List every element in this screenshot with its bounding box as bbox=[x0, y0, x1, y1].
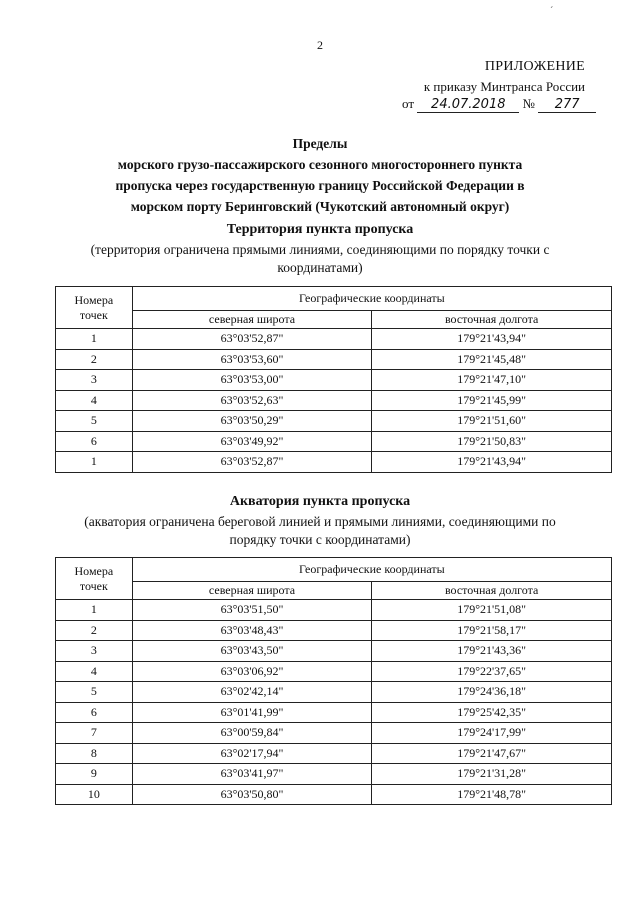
handwritten-number: 277 bbox=[538, 97, 596, 113]
aquatory-note bbox=[40, 513, 600, 549]
longitude-cell: 179°24'36,18" bbox=[372, 682, 612, 703]
appendix-date-line bbox=[402, 96, 602, 113]
number-prefix: № bbox=[522, 96, 535, 111]
longitude-cell: 179°21'43,36" bbox=[372, 641, 612, 662]
coords-header: Географические координаты bbox=[132, 558, 611, 582]
latitude-cell: 63°03'06,92" bbox=[132, 661, 372, 682]
point-number-cell: 4 bbox=[56, 661, 133, 682]
table-row bbox=[56, 661, 612, 682]
handwritten-date: 24.07.2018 bbox=[417, 97, 519, 113]
points-header-line1: Номера bbox=[74, 563, 114, 578]
table-row bbox=[56, 764, 612, 785]
latitude-cell: 63°01'41,99" bbox=[132, 702, 372, 723]
longitude-cell: 179°25'42,35" bbox=[372, 702, 612, 723]
point-number-cell: 5 bbox=[56, 682, 133, 703]
table-row bbox=[56, 411, 612, 432]
territory-note bbox=[40, 241, 600, 277]
point-number-cell: 1 bbox=[56, 452, 133, 473]
latitude-cell: 63°00'59,84" bbox=[132, 723, 372, 744]
latitude-cell: 63°03'52,87" bbox=[132, 452, 372, 473]
points-header bbox=[56, 287, 133, 329]
table-row bbox=[56, 390, 612, 411]
longitude-cell: 179°22'37,65" bbox=[372, 661, 612, 682]
aquatory-title: Акватория пункта пропуска bbox=[229, 494, 411, 509]
point-number-cell: 9 bbox=[56, 764, 133, 785]
appendix-title: ПРИЛОЖЕНИЕ bbox=[484, 59, 585, 74]
latitude-cell: 63°03'53,00" bbox=[132, 370, 372, 391]
point-number-cell: 5 bbox=[56, 411, 133, 432]
page-number: 2 bbox=[317, 38, 323, 52]
lon-header: восточная долгота bbox=[372, 582, 612, 600]
longitude-cell: 179°24'17,99" bbox=[372, 723, 612, 744]
longitude-cell: 179°21'47,67" bbox=[372, 743, 612, 764]
table-row bbox=[56, 723, 612, 744]
table-row bbox=[56, 620, 612, 641]
table-row bbox=[56, 682, 612, 703]
point-number-cell: 7 bbox=[56, 723, 133, 744]
date-prefix: от bbox=[402, 96, 415, 111]
longitude-cell: 179°21'45,48" bbox=[372, 349, 612, 370]
points-header bbox=[56, 558, 133, 600]
corner-mark: ´ bbox=[550, 6, 554, 17]
point-number-cell: 3 bbox=[56, 370, 133, 391]
point-number-cell: 1 bbox=[56, 329, 133, 350]
title-heading: Пределы bbox=[292, 136, 348, 151]
latitude-cell: 63°03'53,60" bbox=[132, 349, 372, 370]
latitude-cell: 63°03'52,63" bbox=[132, 390, 372, 411]
latitude-cell: 63°03'48,43" bbox=[132, 620, 372, 641]
table-row bbox=[56, 743, 612, 764]
longitude-cell: 179°21'45,99" bbox=[372, 390, 612, 411]
longitude-cell: 179°21'51,60" bbox=[372, 411, 612, 432]
aquatory-table bbox=[55, 557, 612, 805]
latitude-cell: 63°03'50,80" bbox=[132, 784, 372, 805]
table-row bbox=[56, 349, 612, 370]
longitude-cell: 179°21'48,78" bbox=[372, 784, 612, 805]
territory-table bbox=[55, 286, 612, 473]
point-number-cell: 2 bbox=[56, 620, 133, 641]
points-header-line1: Номера bbox=[74, 292, 114, 307]
longitude-cell: 179°21'58,17" bbox=[372, 620, 612, 641]
latitude-cell: 63°03'51,50" bbox=[132, 600, 372, 621]
table-row bbox=[56, 370, 612, 391]
longitude-cell: 179°21'51,08" bbox=[372, 600, 612, 621]
latitude-cell: 63°02'17,94" bbox=[132, 743, 372, 764]
lon-header: восточная долгота bbox=[372, 311, 612, 329]
latitude-cell: 63°02'42,14" bbox=[132, 682, 372, 703]
longitude-cell: 179°21'43,94" bbox=[372, 452, 612, 473]
point-number-cell: 8 bbox=[56, 743, 133, 764]
longitude-cell: 179°21'43,94" bbox=[372, 329, 612, 350]
longitude-cell: 179°21'47,10" bbox=[372, 370, 612, 391]
latitude-cell: 63°03'43,50" bbox=[132, 641, 372, 662]
point-number-cell: 4 bbox=[56, 390, 133, 411]
lat-header: северная широта bbox=[132, 582, 372, 600]
appendix-order-ref: к приказу Минтранса России bbox=[423, 79, 585, 94]
points-header-line2: точек bbox=[79, 307, 108, 322]
territory-note-line: координатами) bbox=[277, 260, 363, 275]
latitude-cell: 63°03'49,92" bbox=[132, 431, 372, 452]
table-row bbox=[56, 452, 612, 473]
point-number-cell: 2 bbox=[56, 349, 133, 370]
longitude-cell: 179°21'31,28" bbox=[372, 764, 612, 785]
lat-header: северная широта bbox=[132, 311, 372, 329]
aquatory-note-line: порядку точки с координатами) bbox=[229, 532, 411, 547]
table-row bbox=[56, 600, 612, 621]
point-number-cell: 3 bbox=[56, 641, 133, 662]
points-header-line2: точек bbox=[79, 578, 108, 593]
point-number-cell: 10 bbox=[56, 784, 133, 805]
table-row bbox=[56, 702, 612, 723]
point-number-cell: 6 bbox=[56, 431, 133, 452]
latitude-cell: 63°03'41,97" bbox=[132, 764, 372, 785]
aquatory-note-line: (акватория ограничена береговой линией и прямыми линиями, соединяющими по bbox=[84, 514, 556, 529]
table-row bbox=[56, 641, 612, 662]
coords-header: Географические координаты bbox=[132, 287, 611, 311]
title-line: морского грузо-пассажирского сезонного многостороннего пункта bbox=[117, 157, 523, 172]
latitude-cell: 63°03'52,87" bbox=[132, 329, 372, 350]
territory-note-line: (территория ограничена прямыми линиями, соединяющими по порядку точки с bbox=[90, 242, 550, 257]
title-line: морском порту Беринговский (Чукотский автономный округ) bbox=[130, 199, 510, 214]
table-row bbox=[56, 784, 612, 805]
title-line: пропуска через государственную границу Российской Федерации в bbox=[115, 178, 525, 193]
longitude-cell: 179°21'50,83" bbox=[372, 431, 612, 452]
territory-title: Территория пункта пропуска bbox=[226, 222, 414, 237]
document-title bbox=[40, 133, 600, 217]
table-row bbox=[56, 329, 612, 350]
table-row bbox=[56, 431, 612, 452]
point-number-cell: 6 bbox=[56, 702, 133, 723]
latitude-cell: 63°03'50,29" bbox=[132, 411, 372, 432]
point-number-cell: 1 bbox=[56, 600, 133, 621]
